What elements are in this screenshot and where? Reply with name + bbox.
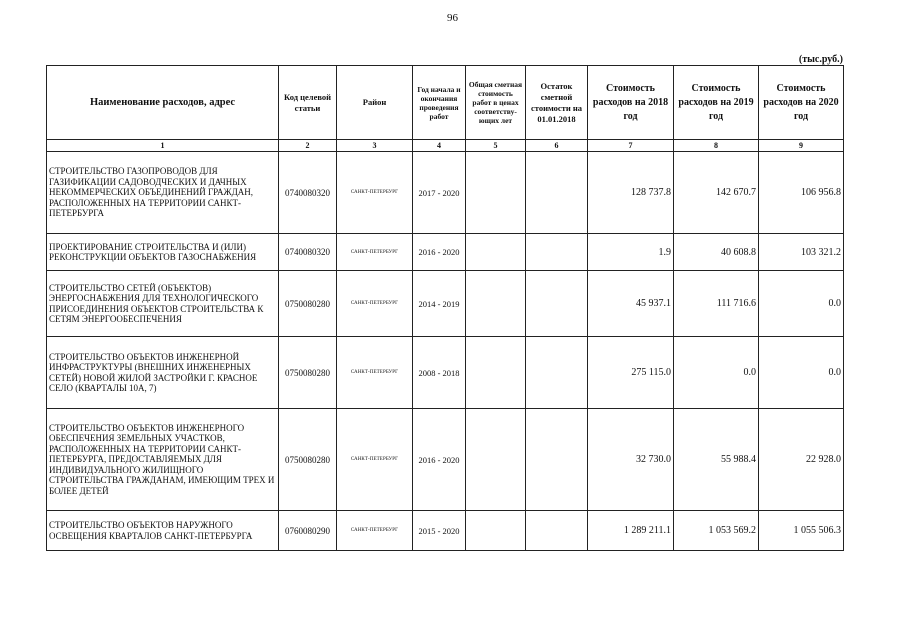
row-years: 2008 - 2018 (413, 337, 466, 409)
units-label: (тыс.руб.) (798, 54, 843, 65)
row-cost-2018: 128 737.8 (588, 152, 674, 234)
header-cost-2020: Стоимость расходов на 2020 год (759, 66, 844, 140)
row-cost-2020: 1 055 506.3 (759, 511, 844, 551)
table-row (47, 409, 844, 511)
row-district: САНКТ-ПЕТЕРБУРГ (337, 511, 413, 551)
table-row (47, 234, 844, 271)
header-total-cost: Общая сметная стоимость работ в ценах соответству-ющих лет (466, 66, 526, 140)
header-cost-2019: Стоимость расходов на 2019 год (674, 66, 759, 140)
column-number: 4 (413, 140, 466, 152)
row-remainder (526, 152, 588, 234)
row-name: СТРОИТЕЛЬСТВО ГАЗОПРОВОДОВ ДЛЯ ГАЗИФИКАЦИИ САДОВОДЧЕСКИХ И ДАЧНЫХ НЕКОММЕРЧЕСКИХ ОБЪЕДИНЕНИЙ ГРАЖДАН, РАСПОЛОЖЕННЫХ НА ТЕРРИТОРИИ САНКТ-ПЕТЕРБУРГА (47, 152, 279, 234)
header-code: Код целевой статьи (279, 66, 337, 140)
row-remainder (526, 337, 588, 409)
column-number: 8 (674, 140, 759, 152)
row-cost-2020: 103 321.2 (759, 234, 844, 271)
row-code: 0750080280 (279, 337, 337, 409)
column-number: 3 (337, 140, 413, 152)
row-cost-2018: 1.9 (588, 234, 674, 271)
column-number: 7 (588, 140, 674, 152)
row-years: 2016 - 2020 (413, 234, 466, 271)
row-cost-2020: 0.0 (759, 337, 844, 409)
column-number: 5 (466, 140, 526, 152)
row-total-cost (466, 234, 526, 271)
row-years: 2014 - 2019 (413, 271, 466, 337)
budget-table (46, 65, 844, 551)
row-cost-2019: 40 608.8 (674, 234, 759, 271)
row-name: СТРОИТЕЛЬСТВО ОБЪЕКТОВ НАРУЖНОГО ОСВЕЩЕНИЯ КВАРТАЛОВ САНКТ-ПЕТЕРБУРГА (47, 511, 279, 551)
column-number-row (47, 140, 844, 152)
row-cost-2019: 55 988.4 (674, 409, 759, 511)
row-remainder (526, 271, 588, 337)
row-cost-2019: 0.0 (674, 337, 759, 409)
header-years: Год начала и окончания проведения работ (413, 66, 466, 140)
row-name: СТРОИТЕЛЬСТВО СЕТЕЙ (ОБЪЕКТОВ) ЭНЕРГОСНАБЖЕНИЯ ДЛЯ ТЕХНОЛОГИЧЕСКОГО ПРИСОЕДИНЕНИЯ ОБЪЕКТОВ СТРОИТЕЛЬСТВА К СЕТЯМ ЭНЕРГООБЕСПЕЧЕНИЯ (47, 271, 279, 337)
row-total-cost (466, 409, 526, 511)
row-code: 0740080320 (279, 152, 337, 234)
row-remainder (526, 234, 588, 271)
row-district: САНКТ-ПЕТЕРБУРГ (337, 337, 413, 409)
column-number: 2 (279, 140, 337, 152)
row-district: САНКТ-ПЕТЕРБУРГ (337, 152, 413, 234)
row-district: САНКТ-ПЕТЕРБУРГ (337, 234, 413, 271)
row-cost-2020: 106 956.8 (759, 152, 844, 234)
header-district: Район (337, 66, 413, 140)
row-total-cost (466, 511, 526, 551)
row-cost-2020: 22 928.0 (759, 409, 844, 511)
row-years: 2017 - 2020 (413, 152, 466, 234)
row-years: 2015 - 2020 (413, 511, 466, 551)
table-row (47, 271, 844, 337)
column-number: 9 (759, 140, 844, 152)
table-row (47, 511, 844, 551)
row-district: САНКТ-ПЕТЕРБУРГ (337, 271, 413, 337)
table-row (47, 152, 844, 234)
row-name: СТРОИТЕЛЬСТВО ОБЪЕКТОВ ИНЖЕНЕРНОГО ОБЕСПЕЧЕНИЯ ЗЕМЕЛЬНЫХ УЧАСТКОВ, РАСПОЛОЖЕННЫХ НА ТЕРРИТОРИИ САНКТ-ПЕТЕРБУРГА, ПРЕДОСТАВЛЯЕМЫХ ДЛЯ ИНДИВИДУАЛЬНОГО ЖИЛИЩНОГО СТРОИТЕЛЬСТВА ГРАЖДАНАМ, ИМЕЮЩИМ ТРЕХ И БОЛЕЕ ДЕТЕЙ (47, 409, 279, 511)
column-number: 6 (526, 140, 588, 152)
row-cost-2018: 45 937.1 (588, 271, 674, 337)
row-cost-2018: 1 289 211.1 (588, 511, 674, 551)
row-total-cost (466, 152, 526, 234)
row-cost-2019: 142 670.7 (674, 152, 759, 234)
header-name: Наименование расходов, адрес (47, 66, 279, 140)
row-cost-2018: 32 730.0 (588, 409, 674, 511)
row-cost-2018: 275 115.0 (588, 337, 674, 409)
row-total-cost (466, 337, 526, 409)
header-cost-2018: Стоимость расходов на 2018 год (588, 66, 674, 140)
row-code: 0750080280 (279, 271, 337, 337)
row-code: 0750080280 (279, 409, 337, 511)
row-remainder (526, 511, 588, 551)
table-row (47, 337, 844, 409)
row-total-cost (466, 271, 526, 337)
row-name: СТРОИТЕЛЬСТВО ОБЪЕКТОВ ИНЖЕНЕРНОЙ ИНФРАСТРУКТУРЫ (ВНЕШНИХ ИНЖЕНЕРНЫХ СЕТЕЙ) НОВОЙ ЖИЛОЙ ЗАСТРОЙКИ Г. КРАСНОЕ СЕЛО (КВАРТАЛЫ 10А, 7) (47, 337, 279, 409)
row-name: ПРОЕКТИРОВАНИЕ СТРОИТЕЛЬСТВА И (ИЛИ) РЕКОНСТРУКЦИИ ОБЪЕКТОВ ГАЗОСНАБЖЕНИЯ (47, 234, 279, 271)
page-number: 96 (447, 12, 458, 24)
column-number: 1 (47, 140, 279, 152)
row-years: 2016 - 2020 (413, 409, 466, 511)
header-remainder: Остаток сметной стоимости на 01.01.2018 (526, 66, 588, 140)
row-code: 0760080290 (279, 511, 337, 551)
row-cost-2019: 1 053 569.2 (674, 511, 759, 551)
row-code: 0740080320 (279, 234, 337, 271)
row-district: САНКТ-ПЕТЕРБУРГ (337, 409, 413, 511)
row-remainder (526, 409, 588, 511)
row-cost-2020: 0.0 (759, 271, 844, 337)
row-cost-2019: 111 716.6 (674, 271, 759, 337)
header-row (47, 66, 844, 140)
